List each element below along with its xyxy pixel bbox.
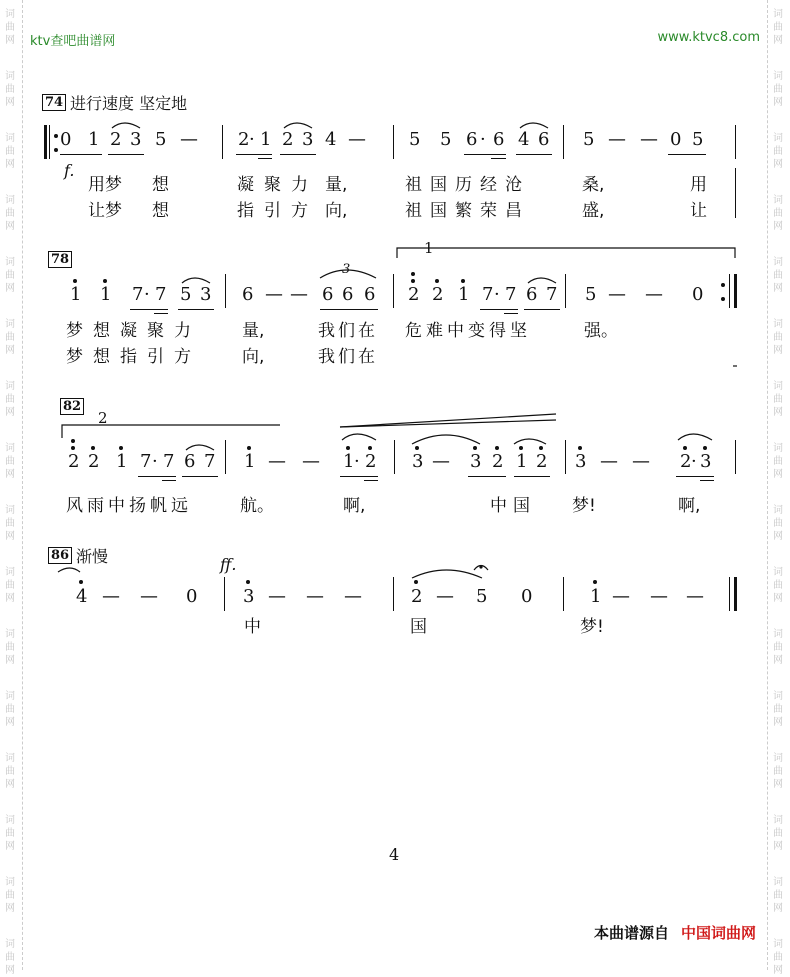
note: 2 xyxy=(110,129,122,150)
side-watermark-text: 词 曲 网 xyxy=(773,133,783,170)
side-watermark-text: 词 曲 网 xyxy=(5,71,15,108)
volta-1-label: 1 xyxy=(424,239,434,257)
note: 5 xyxy=(409,129,421,150)
side-watermark-text: 词 曲 网 xyxy=(5,567,15,604)
side-watermark-text: 词 曲 网 xyxy=(5,381,15,418)
side-watermark-text: 词 曲 网 xyxy=(773,505,783,542)
note: 4 xyxy=(325,129,337,150)
measure-number: 78 xyxy=(48,251,72,268)
side-watermark-text: 词 曲 网 xyxy=(773,753,783,790)
note: 5 xyxy=(692,129,704,150)
triplet-label: 3 xyxy=(342,262,351,277)
note: 1 xyxy=(260,129,272,150)
side-watermark-text: 词 曲 网 xyxy=(773,691,783,728)
side-watermark-text: 词 曲 网 xyxy=(5,133,15,170)
measure-number: 86 xyxy=(48,547,72,564)
tempo-direction: 进行速度 坚定地 xyxy=(70,94,188,113)
side-watermark-text: 词 曲 网 xyxy=(5,691,15,728)
note: 6 xyxy=(493,129,505,150)
side-watermark-text: 词 曲 网 xyxy=(773,9,783,46)
note: 2 xyxy=(238,129,250,150)
note: 1 xyxy=(88,129,100,150)
side-watermark-text: 词 曲 网 xyxy=(773,381,783,418)
dash: — xyxy=(180,129,198,150)
side-watermark-text: 词 曲 网 xyxy=(5,939,15,976)
side-watermark-text: 词 曲 网 xyxy=(5,319,15,356)
site-name-watermark: ktv查吧曲谱网 xyxy=(30,34,116,49)
side-watermark-text: 词 曲 网 xyxy=(5,877,15,914)
side-watermark-text: 词 曲 网 xyxy=(773,443,783,480)
side-watermark-text: 词 曲 网 xyxy=(5,443,15,480)
page-number: 4 xyxy=(389,845,400,864)
note: 2 xyxy=(282,129,294,150)
side-watermark-text: 词 曲 网 xyxy=(5,505,15,542)
side-watermark-text: 词 曲 网 xyxy=(5,753,15,790)
note: 6 xyxy=(538,129,550,150)
side-watermark-text: 词 曲 网 xyxy=(773,567,783,604)
note: 5 xyxy=(583,129,595,150)
side-watermark-text: 词 曲 网 xyxy=(773,257,783,294)
note: 0 xyxy=(60,129,72,150)
source-credit xyxy=(594,922,756,943)
dynamic-marking: ff. xyxy=(220,555,237,574)
site-url-watermark: www.ktvc8.com xyxy=(657,30,760,45)
note: 4 xyxy=(518,129,530,150)
note: 5 xyxy=(440,129,452,150)
side-watermark-text: 词 曲 网 xyxy=(773,815,783,852)
note: 5 xyxy=(155,129,167,150)
measure-number: 74 xyxy=(42,94,66,111)
note: 6 xyxy=(466,129,478,150)
note: 0 xyxy=(670,129,682,150)
side-watermark-text: 词 曲 网 xyxy=(773,939,783,976)
note: 3 xyxy=(130,129,142,150)
note: 3 xyxy=(302,129,314,150)
side-watermark-text: 词 曲 网 xyxy=(773,195,783,232)
brand-name: 中国词曲网 xyxy=(680,924,756,942)
side-watermark-text: 词 曲 网 xyxy=(5,195,15,232)
measure-number: 82 xyxy=(60,398,84,415)
side-watermark-text: 词 曲 网 xyxy=(773,319,783,356)
side-watermark-text: 词 曲 网 xyxy=(5,257,15,294)
dynamic-marking: f. xyxy=(64,161,75,180)
side-watermark-text: 词 曲 网 xyxy=(5,815,15,852)
side-watermark-text: 词 曲 网 xyxy=(5,629,15,666)
side-watermark-text: 词 曲 网 xyxy=(773,71,783,108)
side-watermark-text: 词 曲 网 xyxy=(773,629,783,666)
volta-2-label: 2 xyxy=(98,409,108,427)
source-label: 本曲谱源自 xyxy=(593,924,669,942)
side-watermark-text: 词 曲 网 xyxy=(773,877,783,914)
side-watermark-text: 词 曲 网 xyxy=(5,9,15,46)
tempo-direction: 渐慢 xyxy=(76,547,109,566)
